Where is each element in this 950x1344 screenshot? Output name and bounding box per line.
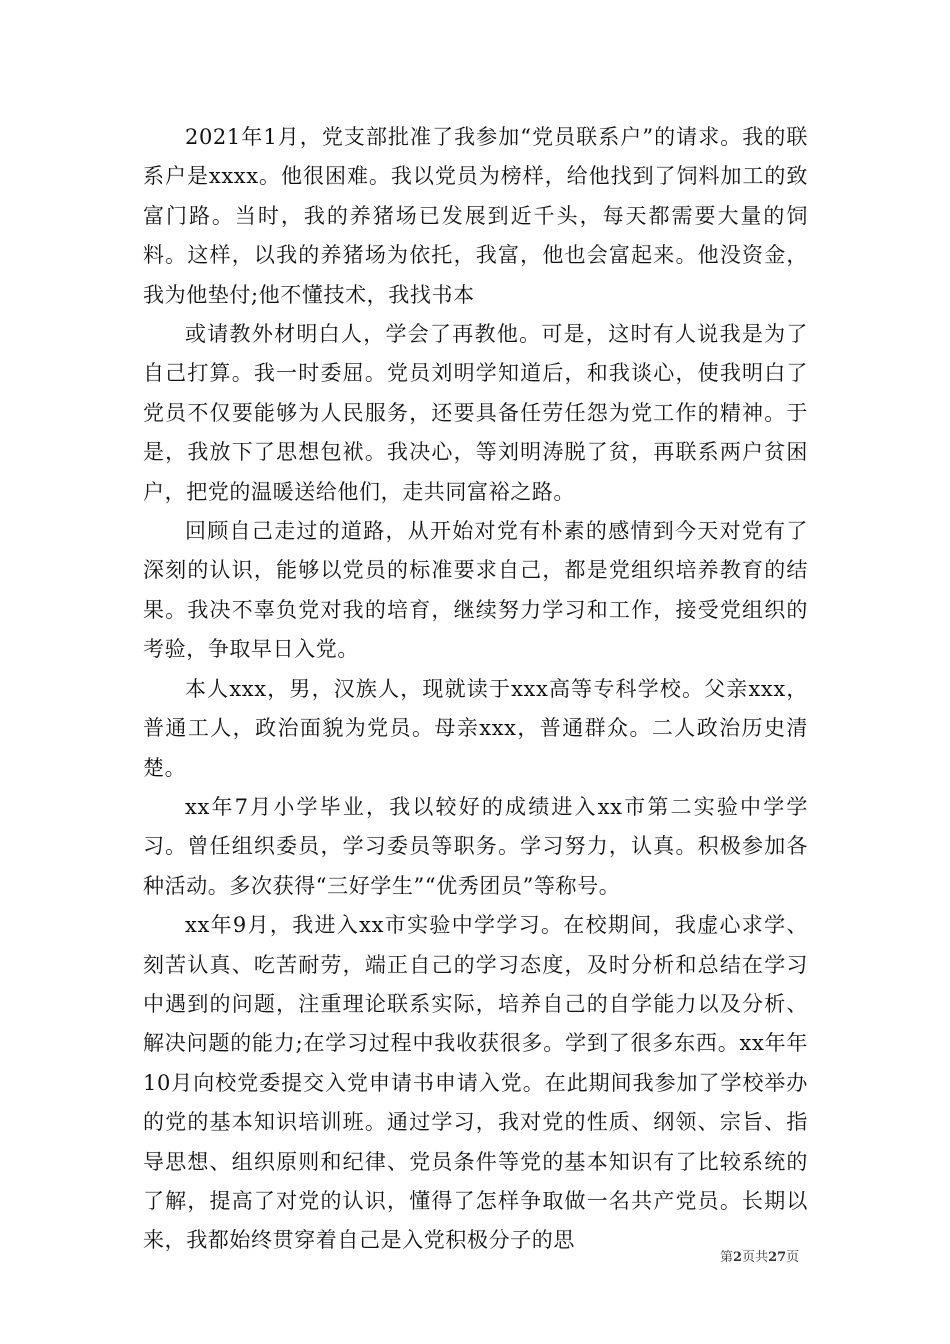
paragraph-6: xx年9月，我进入xx市实验中学学习。在校期间，我虚心求学、刻苦认真、吃苦耐劳，端正自己的学习态度，及时分析和总结在学习中遇到的问题，注重理论联系实际，培养自己的自学能力以及分析、解决问题的能力;在学习过程中我收获很多。学到了很多东西。xx年年10月向校党委提交入党申请书申请入党。在此期间我参加了学校举办的党的基本知识培训班。通过学习，我对党的性质、纲领、宗旨、指导思想、组织原则和纪律、党员条件等党的基本知识有了比较系统的了解，提高了对党的认识，懂得了怎样争取做一名共产党员。长期以来，我都始终贯穿着自己是入党积极分子的思 bbox=[143, 913, 808, 1253]
footer-middle: 页共 bbox=[742, 1250, 769, 1265]
document-body bbox=[143, 118, 808, 1261]
page-total: 27 bbox=[768, 1250, 787, 1265]
paragraph-4: 本人xxx，男，汉族人，现就读于xxx高等专科学校。父亲xxx，普通工人，政治面貌为党员。母亲xxx，普通群众。二人政治历史清楚。 bbox=[143, 676, 808, 780]
paragraph-2: 或请教外材明白人，学会了再教他。可是，这时有人说我是为了自己打算。我一时委屈。党员刘明学知道后，和我谈心，使我明白了党员不仅要能够为人民服务，还要具备任劳任怨为党工作的精神。于是，我放下了思想包袱。我决心，等刘明涛脱了贫，再联系两户贫困户，把党的温暖送给他们，走共同富裕之路。 bbox=[143, 322, 808, 504]
paragraph-5: xx年7月小学毕业，我以较好的成绩进入xx市第二实验中学学习。曾任组织委员，学习委员等职务。学习努力，认真。积极参加各种活动。多次获得“三好学生”“优秀团员”等称号。 bbox=[143, 794, 808, 898]
footer-suffix: 页 bbox=[786, 1250, 800, 1265]
page-number: 2 bbox=[733, 1250, 743, 1265]
page-footer bbox=[720, 1246, 820, 1265]
footer-prefix: 第 bbox=[720, 1250, 734, 1265]
paragraph-3: 回顾自己走过的道路，从开始对党有朴素的感情到今天对党有了深刻的认识，能够以党员的标准要求自己，都是党组织培养教育的结果。我决不辜负党对我的培育，继续努力学习和工作，接受党组织的考验，争取早日入党。 bbox=[143, 519, 808, 662]
paragraph-1: 2021年1月，党支部批准了我参加“党员联系户”的请求。我的联系户是xxxx。他很困难。我以党员为榜样，给他找到了饲料加工的致富门路。当时，我的养猪场已发展到近千头，每天都需要大量的饲料。这样，以我的养猪场为依托，我富，他也会富起来。他没资金，我为他垫付;他不懂技术，我找书本 bbox=[143, 125, 808, 307]
